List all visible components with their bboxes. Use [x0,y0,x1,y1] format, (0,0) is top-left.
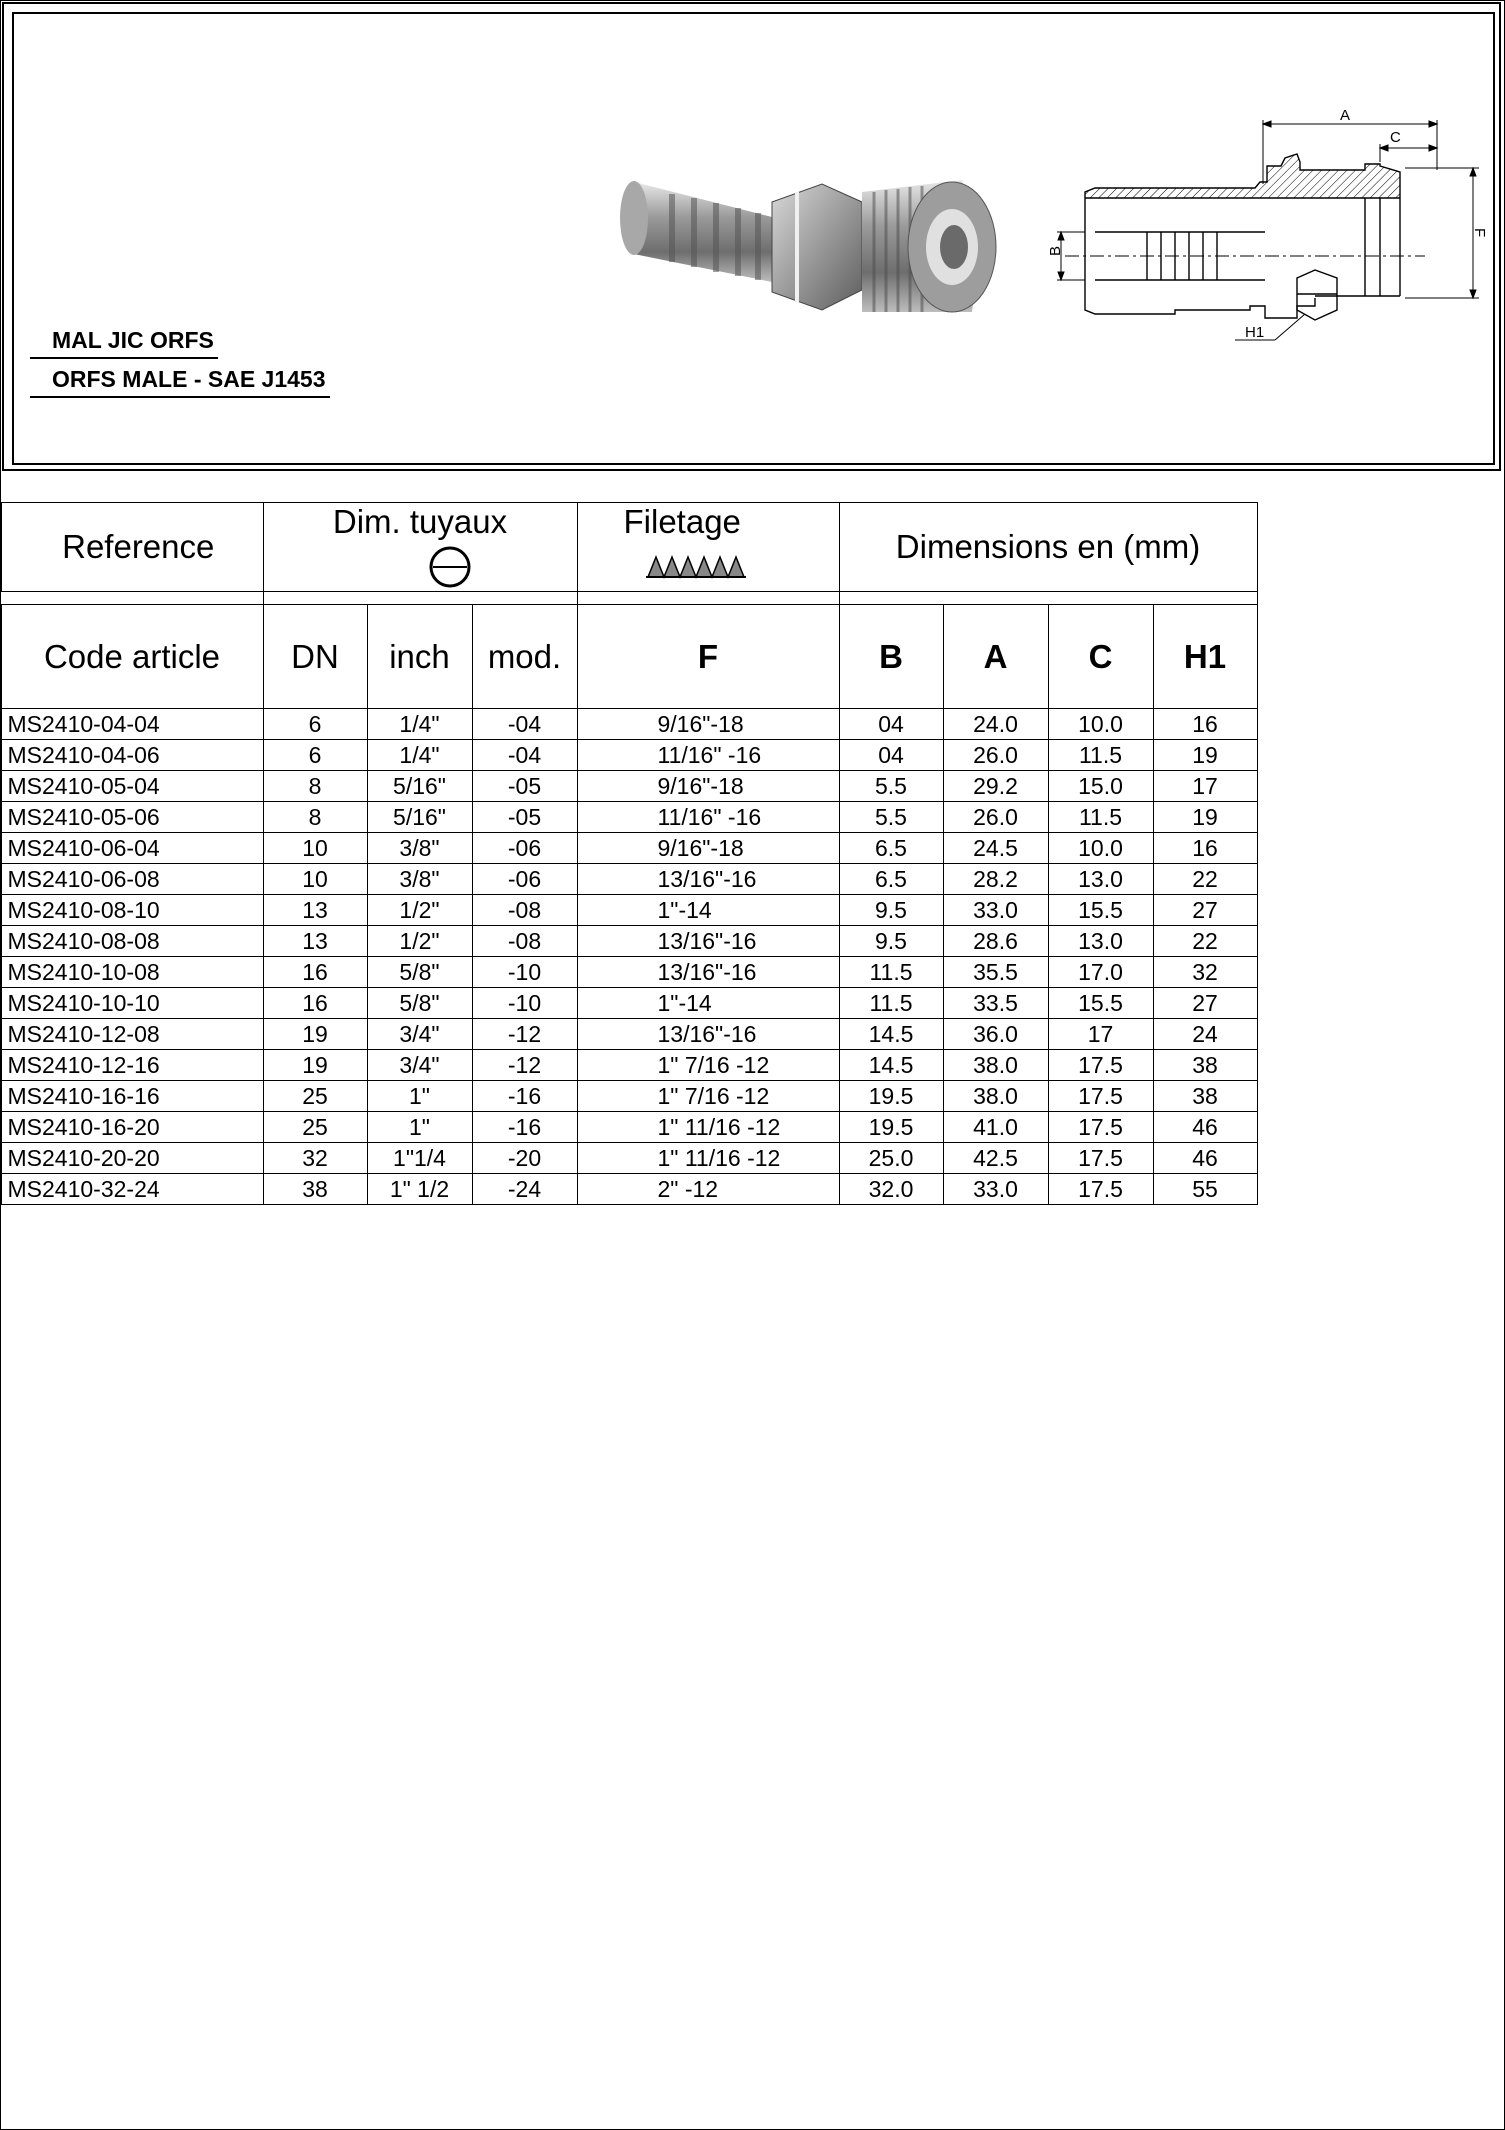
cell-h1: 24 [1153,1019,1257,1050]
cell-h1: 55 [1153,1174,1257,1205]
cell-a: 33.0 [943,1174,1048,1205]
cell-dn: 6 [263,740,367,771]
cell-dn: 13 [263,895,367,926]
table-row [1,957,1257,988]
col-header-code: Code article [1,605,263,709]
cell-code: MS2410-08-10 [1,895,263,926]
table-row [1,926,1257,957]
dim-tuyaux-label: Dim. tuyaux [332,503,508,540]
table-row [1,740,1257,771]
dim-label-h1: H1 [1245,324,1265,341]
cell-f: 2" -12 [577,1174,839,1205]
cell-inch: 5/16" [367,802,472,833]
cell-f: 11/16" -16 [577,802,839,833]
cell-mod: -12 [472,1050,577,1081]
group-header-filetage [577,503,839,592]
cell-c: 15.0 [1048,771,1153,802]
table-row [1,988,1257,1019]
cell-dn: 25 [263,1081,367,1112]
table-row [1,864,1257,895]
cell-b: 5.5 [839,802,943,833]
dimension-drawing [1035,100,1488,360]
table-row [1,802,1257,833]
cell-a: 42.5 [943,1143,1048,1174]
cell-c: 17 [1048,1019,1153,1050]
table-row [1,1050,1257,1081]
cell-b: 11.5 [839,957,943,988]
cell-code: MS2410-08-08 [1,926,263,957]
cell-mod: -16 [472,1081,577,1112]
cell-b: 19.5 [839,1112,943,1143]
cell-h1: 22 [1153,864,1257,895]
fitting-photo [612,162,1002,362]
cell-inch: 5/8" [367,988,472,1019]
cell-c: 10.0 [1048,833,1153,864]
cell-f: 13/16"-16 [577,864,839,895]
cell-h1: 19 [1153,740,1257,771]
cell-b: 9.5 [839,926,943,957]
cell-a: 41.0 [943,1112,1048,1143]
cell-dn: 10 [263,833,367,864]
dim-label-f: F [1471,228,1488,238]
cell-h1: 16 [1153,709,1257,740]
cell-f: 1" 7/16 -12 [577,1050,839,1081]
cell-mod: -12 [472,1019,577,1050]
cell-f: 13/16"-16 [577,957,839,988]
spacer-cell [839,592,1257,605]
dim-label-c: C [1390,129,1401,146]
cell-code: MS2410-20-20 [1,1143,263,1174]
cell-dn: 6 [263,709,367,740]
cell-b: 19.5 [839,1081,943,1112]
cell-code: MS2410-16-16 [1,1081,263,1112]
cell-b: 14.5 [839,1019,943,1050]
table-row [1,895,1257,926]
cell-mod: -10 [472,957,577,988]
spec-table-body [1,709,1257,1205]
cell-code: MS2410-10-08 [1,957,263,988]
cell-inch: 3/8" [367,833,472,864]
spacer-cell [577,592,839,605]
cell-mod: -08 [472,926,577,957]
cell-a: 33.5 [943,988,1048,1019]
cell-inch: 1/4" [367,740,472,771]
spacer-cell [1,592,263,605]
cell-b: 14.5 [839,1050,943,1081]
cell-h1: 46 [1153,1112,1257,1143]
cell-dn: 16 [263,957,367,988]
cell-h1: 46 [1153,1143,1257,1174]
cell-code: MS2410-04-06 [1,740,263,771]
cell-b: 9.5 [839,895,943,926]
cell-a: 26.0 [943,802,1048,833]
cell-b: 25.0 [839,1143,943,1174]
dim-label-b: B [1047,245,1064,256]
cell-a: 33.0 [943,895,1048,926]
table-row [1,709,1257,740]
cell-code: MS2410-12-16 [1,1050,263,1081]
cell-c: 15.5 [1048,895,1153,926]
cell-c: 17.5 [1048,1050,1153,1081]
cell-h1: 27 [1153,895,1257,926]
cell-f: 9/16"-18 [577,709,839,740]
cell-c: 13.0 [1048,926,1153,957]
cell-f: 1"-14 [577,895,839,926]
cell-mod: -05 [472,802,577,833]
cell-mod: -06 [472,833,577,864]
cell-inch: 1/2" [367,895,472,926]
cell-inch: 5/8" [367,957,472,988]
cell-code: MS2410-12-08 [1,1019,263,1050]
cell-mod: -20 [472,1143,577,1174]
cell-code: MS2410-32-24 [1,1174,263,1205]
cell-mod: -05 [472,771,577,802]
cell-f: 9/16"-18 [577,833,839,864]
cell-f: 13/16"-16 [577,926,839,957]
col-header-c: C [1048,605,1153,709]
cell-a: 38.0 [943,1050,1048,1081]
cell-b: 11.5 [839,988,943,1019]
col-header-inch: inch [367,605,472,709]
group-header-reference [1,503,263,592]
cell-c: 17.5 [1048,1081,1153,1112]
cell-f: 11/16" -16 [577,740,839,771]
cell-dn: 16 [263,988,367,1019]
cell-code: MS2410-05-04 [1,771,263,802]
cell-mod: -04 [472,740,577,771]
cell-f: 9/16"-18 [577,771,839,802]
col-header-b: B [839,605,943,709]
cell-f: 13/16"-16 [577,1019,839,1050]
cell-f: 1"-14 [577,988,839,1019]
product-title: MAL JIC ORFS [30,327,218,359]
cell-dn: 10 [263,864,367,895]
cell-code: MS2410-16-20 [1,1112,263,1143]
diameter-icon [428,545,472,589]
cell-inch: 3/4" [367,1019,472,1050]
cell-f: 1" 7/16 -12 [577,1081,839,1112]
cell-mod: -16 [472,1112,577,1143]
cell-h1: 38 [1153,1050,1257,1081]
cell-a: 24.0 [943,709,1048,740]
cell-c: 10.0 [1048,709,1153,740]
cell-inch: 1" 1/2 [367,1174,472,1205]
cell-a: 28.6 [943,926,1048,957]
col-header-a: A [943,605,1048,709]
cell-code: MS2410-10-10 [1,988,263,1019]
spacer-cell [263,592,577,605]
cell-code: MS2410-06-04 [1,833,263,864]
cell-dn: 19 [263,1019,367,1050]
cell-mod: -04 [472,709,577,740]
cell-dn: 8 [263,771,367,802]
cell-b: 5.5 [839,771,943,802]
cell-f: 1" 11/16 -12 [577,1143,839,1174]
cell-h1: 17 [1153,771,1257,802]
cell-b: 04 [839,740,943,771]
cell-a: 36.0 [943,1019,1048,1050]
cell-mod: -24 [472,1174,577,1205]
cell-dn: 32 [263,1143,367,1174]
cell-dn: 19 [263,1050,367,1081]
cell-inch: 3/4" [367,1050,472,1081]
cell-inch: 1/4" [367,709,472,740]
group-header-dim-tuyaux [263,503,577,592]
cell-dn: 8 [263,802,367,833]
cell-c: 17.5 [1048,1143,1153,1174]
cell-c: 11.5 [1048,740,1153,771]
table-row [1,1019,1257,1050]
cell-mod: -10 [472,988,577,1019]
cell-h1: 27 [1153,988,1257,1019]
table-row [1,1174,1257,1205]
cell-a: 35.5 [943,957,1048,988]
table-row [1,771,1257,802]
cell-dn: 25 [263,1112,367,1143]
cell-a: 26.0 [943,740,1048,771]
cell-c: 17.0 [1048,957,1153,988]
reference-label: Reference [62,528,215,565]
col-header-mod: mod. [472,605,577,709]
cell-h1: 16 [1153,833,1257,864]
cell-f: 1" 11/16 -12 [577,1112,839,1143]
cell-mod: -06 [472,864,577,895]
cell-a: 29.2 [943,771,1048,802]
cell-c: 11.5 [1048,802,1153,833]
cell-b: 6.5 [839,864,943,895]
cell-code: MS2410-05-06 [1,802,263,833]
cell-dn: 38 [263,1174,367,1205]
thread-icon [646,553,746,579]
group-header-dimensions: Dimensions en (mm) [839,503,1257,592]
col-header-dn: DN [263,605,367,709]
cell-a: 28.2 [943,864,1048,895]
cell-b: 6.5 [839,833,943,864]
cell-b: 32.0 [839,1174,943,1205]
cell-inch: 5/16" [367,771,472,802]
cell-a: 38.0 [943,1081,1048,1112]
spec-table [0,502,1258,1205]
table-row [1,1143,1257,1174]
cell-inch: 3/8" [367,864,472,895]
filetage-label: Filetage [623,503,741,540]
cell-inch: 1/2" [367,926,472,957]
cell-code: MS2410-06-08 [1,864,263,895]
table-row [1,1081,1257,1112]
cell-h1: 22 [1153,926,1257,957]
cell-code: MS2410-04-04 [1,709,263,740]
cell-b: 04 [839,709,943,740]
cell-a: 24.5 [943,833,1048,864]
cell-c: 17.5 [1048,1174,1153,1205]
dim-label-a: A [1340,107,1351,124]
cell-mod: -08 [472,895,577,926]
cell-c: 17.5 [1048,1112,1153,1143]
cell-h1: 32 [1153,957,1257,988]
col-header-h1: H1 [1153,605,1257,709]
cell-c: 13.0 [1048,864,1153,895]
product-subtitle: ORFS MALE - SAE J1453 [30,366,330,398]
col-header-f: F [577,605,839,709]
cell-c: 15.5 [1048,988,1153,1019]
cell-inch: 1" [367,1081,472,1112]
cell-inch: 1"1/4 [367,1143,472,1174]
cell-h1: 38 [1153,1081,1257,1112]
table-row [1,833,1257,864]
cell-inch: 1" [367,1112,472,1143]
cell-h1: 19 [1153,802,1257,833]
cell-dn: 13 [263,926,367,957]
table-row [1,1112,1257,1143]
